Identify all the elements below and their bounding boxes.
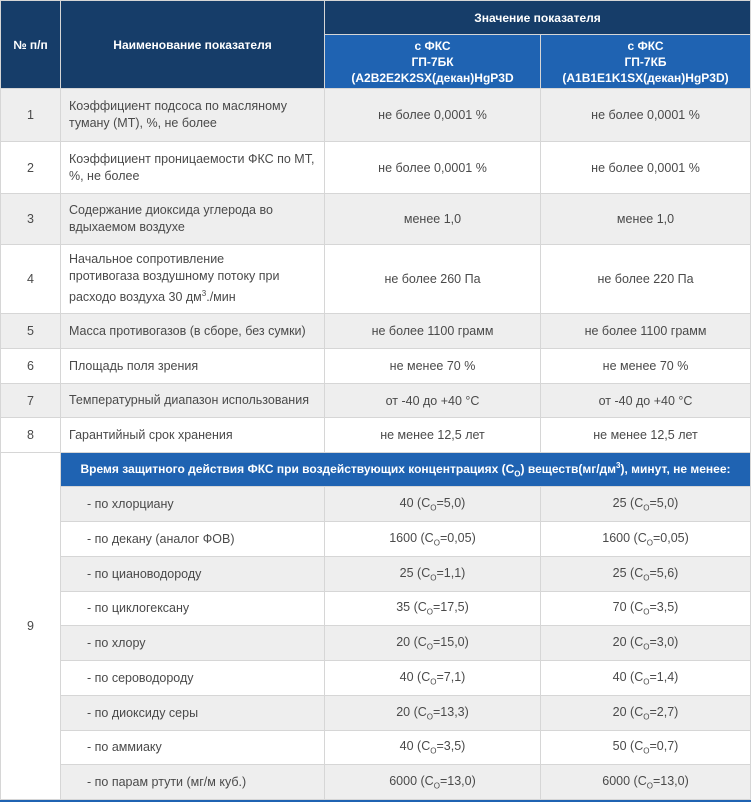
subscript: О [643,573,650,583]
substance-value-2 [541,557,751,592]
row-name: Гарантийный срок хранения [61,418,325,453]
table-row [1,418,751,453]
row-name [61,89,325,142]
subscript: О [643,677,650,687]
substance-value-1 [325,487,541,522]
substance-value-1 [325,592,541,626]
row-name-line: Содержание диоксида углерода во [69,203,273,217]
value-text: 20 (С [612,704,644,719]
row-name: Площадь поля зрения [61,349,325,384]
subscript: О [646,538,653,548]
table-row [1,765,751,800]
unit-superscript: 3 [201,289,207,299]
value-text: 20 (С [612,634,644,649]
row-name-line [69,285,316,306]
substance-value-1 [325,626,541,661]
substance-value-2 [541,592,751,626]
subscript: О [643,642,650,652]
value-text: =5,6) [649,565,679,580]
subscript: О [643,607,650,617]
product-2-line-2: ГП-7КБ (A1B1E1K1SX(декан)HgP3D) [562,54,729,85]
row-name: Масса противогазов (в сборе, без сумки) [61,314,325,349]
value-text: 40 (С [399,495,431,510]
header-number [1,1,61,89]
value-text: 35 (С [396,600,427,615]
substance-value-1 [325,661,541,696]
row-name-line: вдыхаемом воздухе [69,220,185,234]
table-row [1,349,751,384]
row-name-line: %, не более [69,168,140,183]
row-value-2: от -40 до +40 °С [541,384,751,418]
row-value-1: от -40 до +40 °С [325,384,541,418]
value-text: 6000 (С [389,773,434,788]
row-name: Температурный диапазон использования [61,384,325,418]
value-text: 25 (С [612,495,644,510]
subscript: О [426,642,433,652]
row-number: 3 [1,194,61,245]
section-title-text: ) веществ(мг/дм [520,461,617,476]
section-title-text: Время защитного действия ФКС при воздействующих концентрациях (С [80,461,515,476]
substance-value-1 [325,557,541,592]
table-row [1,89,751,142]
value-text: =3,0) [649,634,679,649]
subscript: О [426,607,433,617]
product-1-line-1: с ФКС [414,38,451,53]
row-value-2: не более 220 Па [541,245,751,314]
substance-name: - по диоксиду серы [61,696,325,731]
value-text: =3,5) [649,600,679,615]
value-text: 40 (С [612,669,644,684]
substance-value-2 [541,626,751,661]
row-name-text: ./мин [206,290,236,305]
subscript: О [643,746,650,756]
subscript: О [430,573,437,583]
value-text: 25 (С [612,565,644,580]
row-value-1: не более 260 Па [325,245,541,314]
table-row [1,626,751,661]
substance-value-2 [541,661,751,696]
substance-name: - по аммиаку [61,731,325,765]
value-text: 40 (С [399,669,431,684]
value-text: =13,0) [652,773,689,788]
value-text: 50 (С [612,739,644,754]
row-value-1: не менее 70 % [325,349,541,384]
value-text: =0,05) [439,530,476,545]
value-text: 40 (С [399,739,431,754]
row-name-line: Начальное сопротивление [69,252,225,267]
substance-name: - по сероводороду [61,661,325,696]
row-name [61,245,325,314]
row-value-2: не более 0,0001 % [541,142,751,194]
section-9-header-row [1,453,751,487]
row-name-line: Коэффициент подсоса по масляному [69,99,288,113]
row-value-1: менее 1,0 [325,194,541,245]
value-text: 20 (С [396,634,427,649]
bottom-divider [0,800,751,802]
row-name-line: туману (МТ), %, не более [69,116,217,130]
table-row [1,487,751,522]
substance-value-1 [325,696,541,731]
table-row [1,142,751,194]
value-text: 1600 (С [389,530,434,545]
value-text: =13,3) [433,704,469,719]
value-text: =5,0) [649,495,679,510]
value-text: =0,05) [652,530,689,545]
substance-name: - по хлору [61,626,325,661]
header-product-1 [325,35,541,89]
row-value-1: не более 0,0001 % [325,142,541,194]
product-2-line-1: с ФКС [627,38,664,53]
row-value-1: не более 0,0001 % [325,89,541,142]
row-name [61,142,325,194]
row-value-2: не более 1100 грамм [541,314,751,349]
row-number: 8 [1,418,61,453]
table-row [1,314,751,349]
table-row [1,245,751,314]
substance-value-1 [325,522,541,557]
value-text: =1,1) [436,565,466,580]
subscript: О [433,538,440,548]
header-name [61,1,325,89]
row-number: 4 [1,245,61,314]
subscript: О [514,469,521,479]
substance-value-2 [541,487,751,522]
value-text: 1600 (С [602,530,647,545]
subscript: О [643,712,650,722]
subscript: О [433,781,440,791]
row-number: 7 [1,384,61,418]
header-product-2 [541,35,751,89]
row-number: 2 [1,142,61,194]
substance-value-2 [541,522,751,557]
section-title-text: ), минут, не менее: [620,461,731,476]
value-text: =13,0) [439,773,476,788]
substance-name: - по декану (аналог ФОВ) [61,522,325,557]
substance-value-2 [541,765,751,800]
value-text: =17,5) [433,600,469,615]
substance-name: - по хлорциану [61,487,325,522]
row-value-2: не более 0,0001 % [541,89,751,142]
table-row [1,522,751,557]
substance-name: - по парам ртути (мг/м куб.) [61,765,325,800]
row-name [61,194,325,245]
row-name-line: Коэффициент проницаемости ФКС по МТ, [69,151,315,166]
table-row [1,384,751,418]
table-row [1,557,751,592]
section-9-title [61,453,751,487]
row-number: 6 [1,349,61,384]
table-row [1,194,751,245]
value-text: =1,4) [649,669,679,684]
value-text: 20 (С [396,704,427,719]
value-text: =2,7) [649,704,679,719]
substance-value-2 [541,731,751,765]
subscript: О [430,503,437,513]
superscript: 3 [616,460,621,470]
subscript: О [430,746,437,756]
substance-name: - по циклогексану [61,592,325,626]
value-text: =15,0) [433,634,469,649]
value-text: 25 (С [399,565,431,580]
table-row [1,731,751,765]
value-text: =7,1) [436,669,466,684]
row-value-1: не менее 12,5 лет [325,418,541,453]
row-number: 5 [1,314,61,349]
value-text: =3,5) [436,739,466,754]
subscript: О [430,677,437,687]
substance-value-2 [541,696,751,731]
subscript: О [643,503,650,513]
table-row [1,592,751,626]
product-1-line-2: ГП-7БК (A2B2E2K2SX(декан)HgP3D [351,54,514,85]
row-value-1: не более 1100 грамм [325,314,541,349]
row-name-text: расходо воздуха 30 дм [69,290,202,305]
row-value-2: не менее 70 % [541,349,751,384]
substance-name: - по циановодороду [61,557,325,592]
subscript: О [426,712,433,722]
value-text: =0,7) [649,739,679,754]
header-value [325,1,751,35]
value-text: =5,0) [436,495,466,510]
row-number: 9 [1,453,61,800]
value-text: 6000 (С [602,773,647,788]
row-value-2: не менее 12,5 лет [541,418,751,453]
table-row [1,696,751,731]
row-value-2: менее 1,0 [541,194,751,245]
substance-value-1 [325,765,541,800]
header-value-label: Значение показателя [474,10,601,25]
value-text: 70 (С [612,600,644,615]
table-row [1,661,751,696]
row-name-line: противогаза воздушному потоку при [69,269,280,284]
row-number: 1 [1,89,61,142]
header-name-label: Наименование показателя [113,37,272,52]
subscript: О [646,781,653,791]
substance-value-1 [325,731,541,765]
header-number-label: № п/п [13,37,48,52]
